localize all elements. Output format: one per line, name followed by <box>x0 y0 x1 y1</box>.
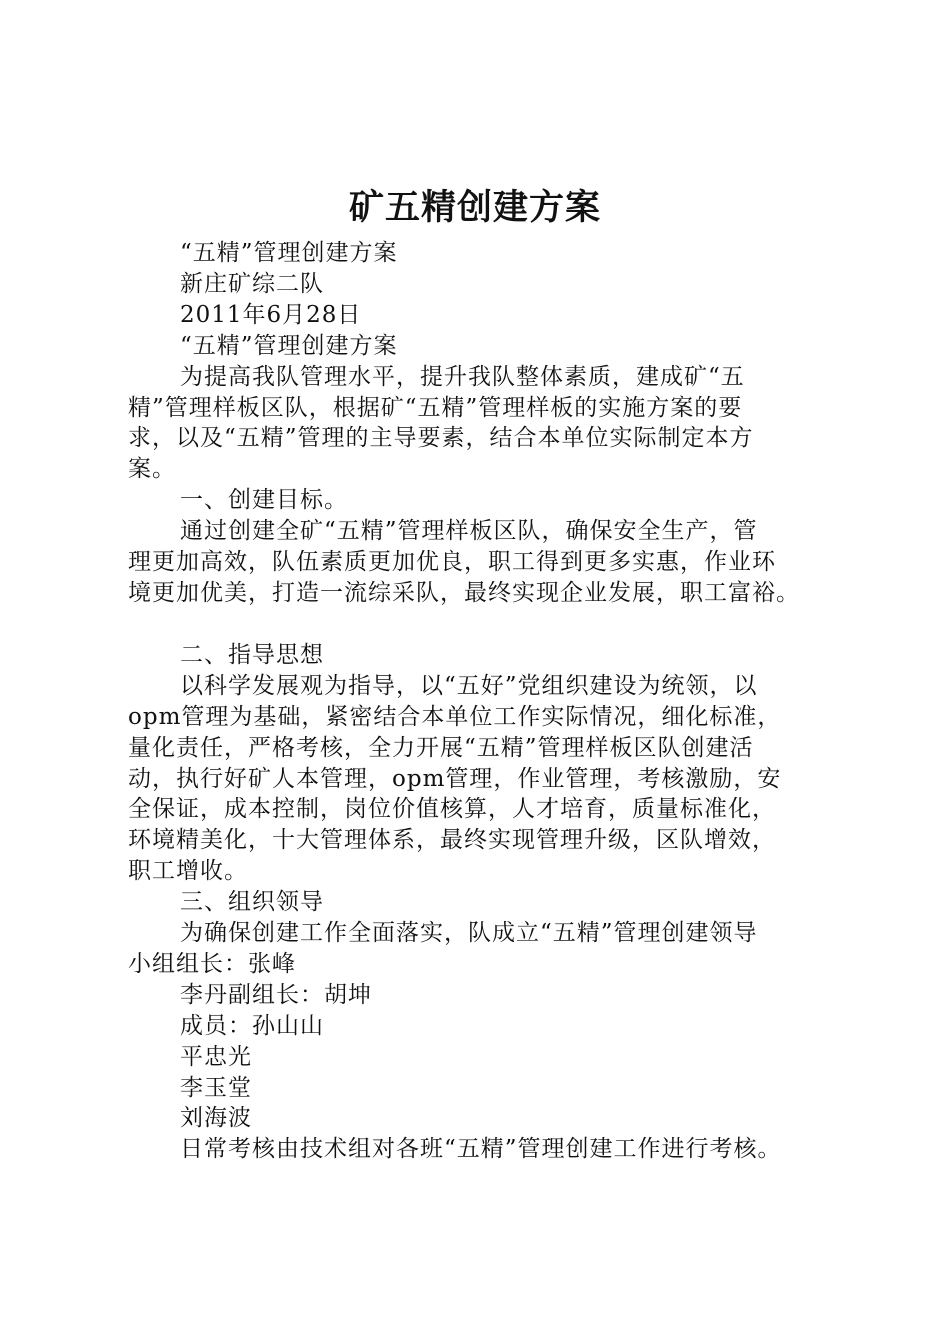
section-2-line-2: opm管理为基础，紧密结合本单位工作实际情况，细化标准， <box>128 703 782 730</box>
section-1-heading: 一、创建目标。 <box>180 487 348 514</box>
section-2-line-5: 全保证，成本控制，岗位价值核算，人才培育，质量标准化， <box>128 796 776 823</box>
section-2-line-7: 职工增收。 <box>128 858 248 885</box>
team-name-line: 新庄矿综二队 <box>180 270 324 297</box>
member-line-1: 成员：孙山山 <box>180 1012 324 1039</box>
member-line-4: 刘海波 <box>180 1105 252 1132</box>
subtitle-repeat-line: “五精”管理创建方案 <box>180 332 398 359</box>
section-2-line-3: 量化责任，严格考核，全力开展“五精”管理样板区队创建活 <box>128 734 754 761</box>
intro-paragraph-line-4: 案。 <box>128 456 176 483</box>
section-1-line-1: 通过创建全矿“五精”管理样板区队，确保安全生产，管 <box>180 518 758 545</box>
section-2-line-4: 动，执行好矿人本管理，opm管理，作业管理，考核激励，安 <box>128 765 782 792</box>
member-line-3: 李玉堂 <box>180 1074 252 1101</box>
section-1-line-2: 理更加高效，队伍素质更加优良，职工得到更多实惠，作业环 <box>128 549 776 576</box>
section-3-line-2: 小组组长：张峰 <box>128 950 296 977</box>
document-title: 矿五精创建方案 <box>348 188 601 228</box>
section-1-line-3: 境更加优美，打造一流综采队，最终实现企业发展，职工富裕。 <box>128 579 800 606</box>
section-3-line-1: 为确保创建工作全面落实，队成立“五精”管理创建领导 <box>180 920 758 947</box>
subtitle-line: “五精”管理创建方案 <box>180 240 398 266</box>
deputy-leader-line: 李丹副组长：胡坤 <box>180 981 372 1008</box>
section-2-line-1: 以科学发展观为指导，以“五好”党组织建设为统领，以 <box>180 672 758 699</box>
assessment-line: 日常考核由技术组对各班“五精”管理创建工作进行考核。 <box>180 1136 782 1163</box>
paragraph-spacer <box>128 609 858 640</box>
intro-paragraph-line-2: 精”管理样板区队，根据矿“五精”管理样板的实施方案的要 <box>128 394 743 421</box>
date-line: 2011年6月28日 <box>180 301 362 328</box>
intro-paragraph-line-1: 为提高我队管理水平，提升我队整体素质，建成矿“五 <box>180 363 745 390</box>
section-3-heading: 三、组织领导 <box>180 889 324 916</box>
section-2-line-6: 环境精美化，十大管理体系，最终实现管理升级，区队增效， <box>128 827 776 854</box>
document-body <box>128 238 858 1165</box>
intro-paragraph-line-3: 求，以及“五精”管理的主导要素，结合本单位实际制定本方 <box>128 425 754 452</box>
section-2-heading: 二、指导思想 <box>180 641 324 668</box>
member-line-2: 平忠光 <box>180 1043 252 1070</box>
